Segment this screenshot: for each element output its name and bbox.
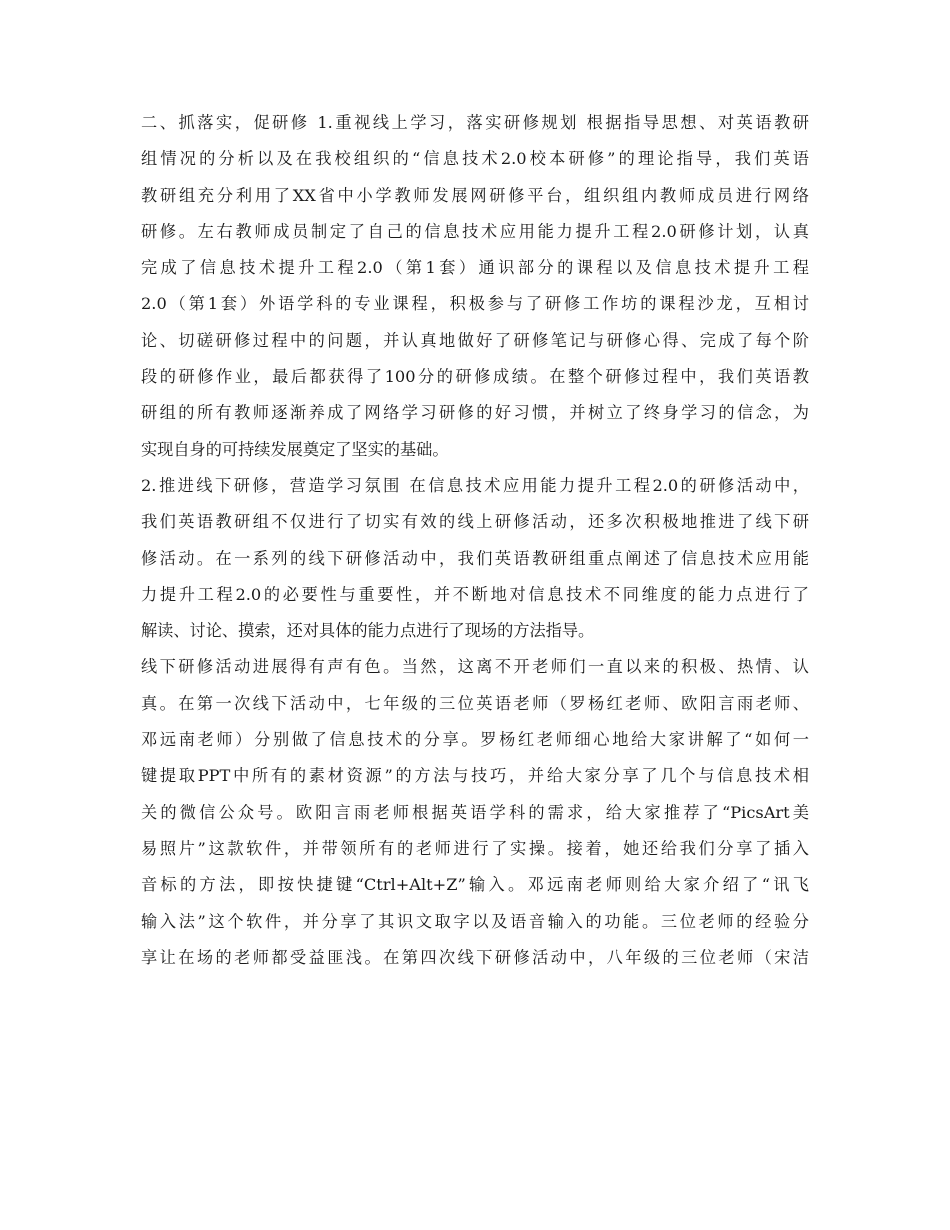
text-line: 研组的所有教师逐渐养成了网络学习研修的好习惯，并树立了终身学习的信念，为 bbox=[141, 403, 809, 423]
paragraph-offline-activities bbox=[141, 649, 809, 976]
text-line: 完成了信息技术提升工程2.0（第1套）通识部分的课程以及信息技术提升工程 bbox=[141, 258, 809, 278]
paragraph-offline-study bbox=[141, 468, 809, 649]
text-line: 段的研修作业，最后都获得了100分的研修成绩。在整个研修过程中，我们英语教 bbox=[141, 367, 809, 387]
text-line: 修活动。在一系列的线下研修活动中，我们英语教研组重点阐述了信息技术应用能 bbox=[141, 548, 809, 568]
text-line: 力提升工程2.0的必要性与重要性，并不断地对信息技术不同维度的能力点进行了 bbox=[141, 584, 809, 604]
text-line: 易照片”这款软件，并带领所有的老师进行了实操。接着，她还给我们分享了插入 bbox=[141, 838, 809, 858]
text-line: 关的微信公众号。欧阳言雨老师根据英语学科的需求，给大家推荐了“PicsArt美 bbox=[141, 802, 809, 822]
text-line: 线下研修活动进展得有声有色。当然，这离不开老师们一直以来的积极、热情、认 bbox=[141, 657, 809, 677]
text-line: 论、切磋研修过程中的问题，并认真地做好了研修笔记与研修心得、完成了每个阶 bbox=[141, 330, 809, 350]
text-line: 享让在场的老师都受益匪浅。在第四次线下研修活动中，八年级的三位老师（宋洁 bbox=[141, 947, 809, 967]
text-line: 实现自身的可持续发展奠定了坚实的基础。 bbox=[141, 439, 449, 459]
text-line: 组情况的分析以及在我校组织的“信息技术2.0校本研修”的理论指导，我们英语 bbox=[141, 149, 809, 169]
document-body bbox=[141, 105, 809, 976]
text-line: 输入法”这个软件，并分享了其识文取字以及语音输入的功能。三位老师的经验分 bbox=[141, 911, 809, 931]
text-line: 2.推进线下研修，营造学习氛围 在信息技术应用能力提升工程2.0的研修活动中， bbox=[141, 475, 809, 495]
text-line: 解读、讨论、摸索，还对具体的能力点进行了现场的方法指导。 bbox=[141, 621, 595, 641]
paragraph-online-study bbox=[141, 105, 809, 468]
text-line: 邓远南老师）分别做了信息技术的分享。罗杨红老师细心地给大家讲解了“如何一 bbox=[141, 730, 809, 750]
text-line: 音标的方法，即按快捷键“Ctrl+Alt+Z”输入。邓远南老师则给大家介绍了“讯飞 bbox=[141, 875, 809, 895]
text-line: 键提取PPT中所有的素材资源”的方法与技巧，并给大家分享了几个与信息技术相 bbox=[141, 766, 809, 786]
text-line: 研修。左右教师成员制定了自己的信息技术应用能力提升工程2.0研修计划，认真 bbox=[141, 221, 809, 241]
text-line: 教研组充分利用了XX省中小学教师发展网研修平台，组织组内教师成员进行网络 bbox=[141, 185, 809, 205]
text-line: 二、抓落实，促研修 1.重视线上学习，落实研修规划 根据指导思想、对英语教研 bbox=[141, 113, 809, 132]
text-line: 真。在第一次线下活动中，七年级的三位英语老师（罗杨红老师、欧阳言雨老师、 bbox=[141, 693, 809, 713]
text-line: 我们英语教研组不仅进行了切实有效的线上研修活动，还多次积极地推进了线下研 bbox=[141, 512, 809, 532]
text-line: 2.0（第1套）外语学科的专业课程，积极参与了研修工作坊的课程沙龙，互相讨 bbox=[141, 294, 809, 314]
